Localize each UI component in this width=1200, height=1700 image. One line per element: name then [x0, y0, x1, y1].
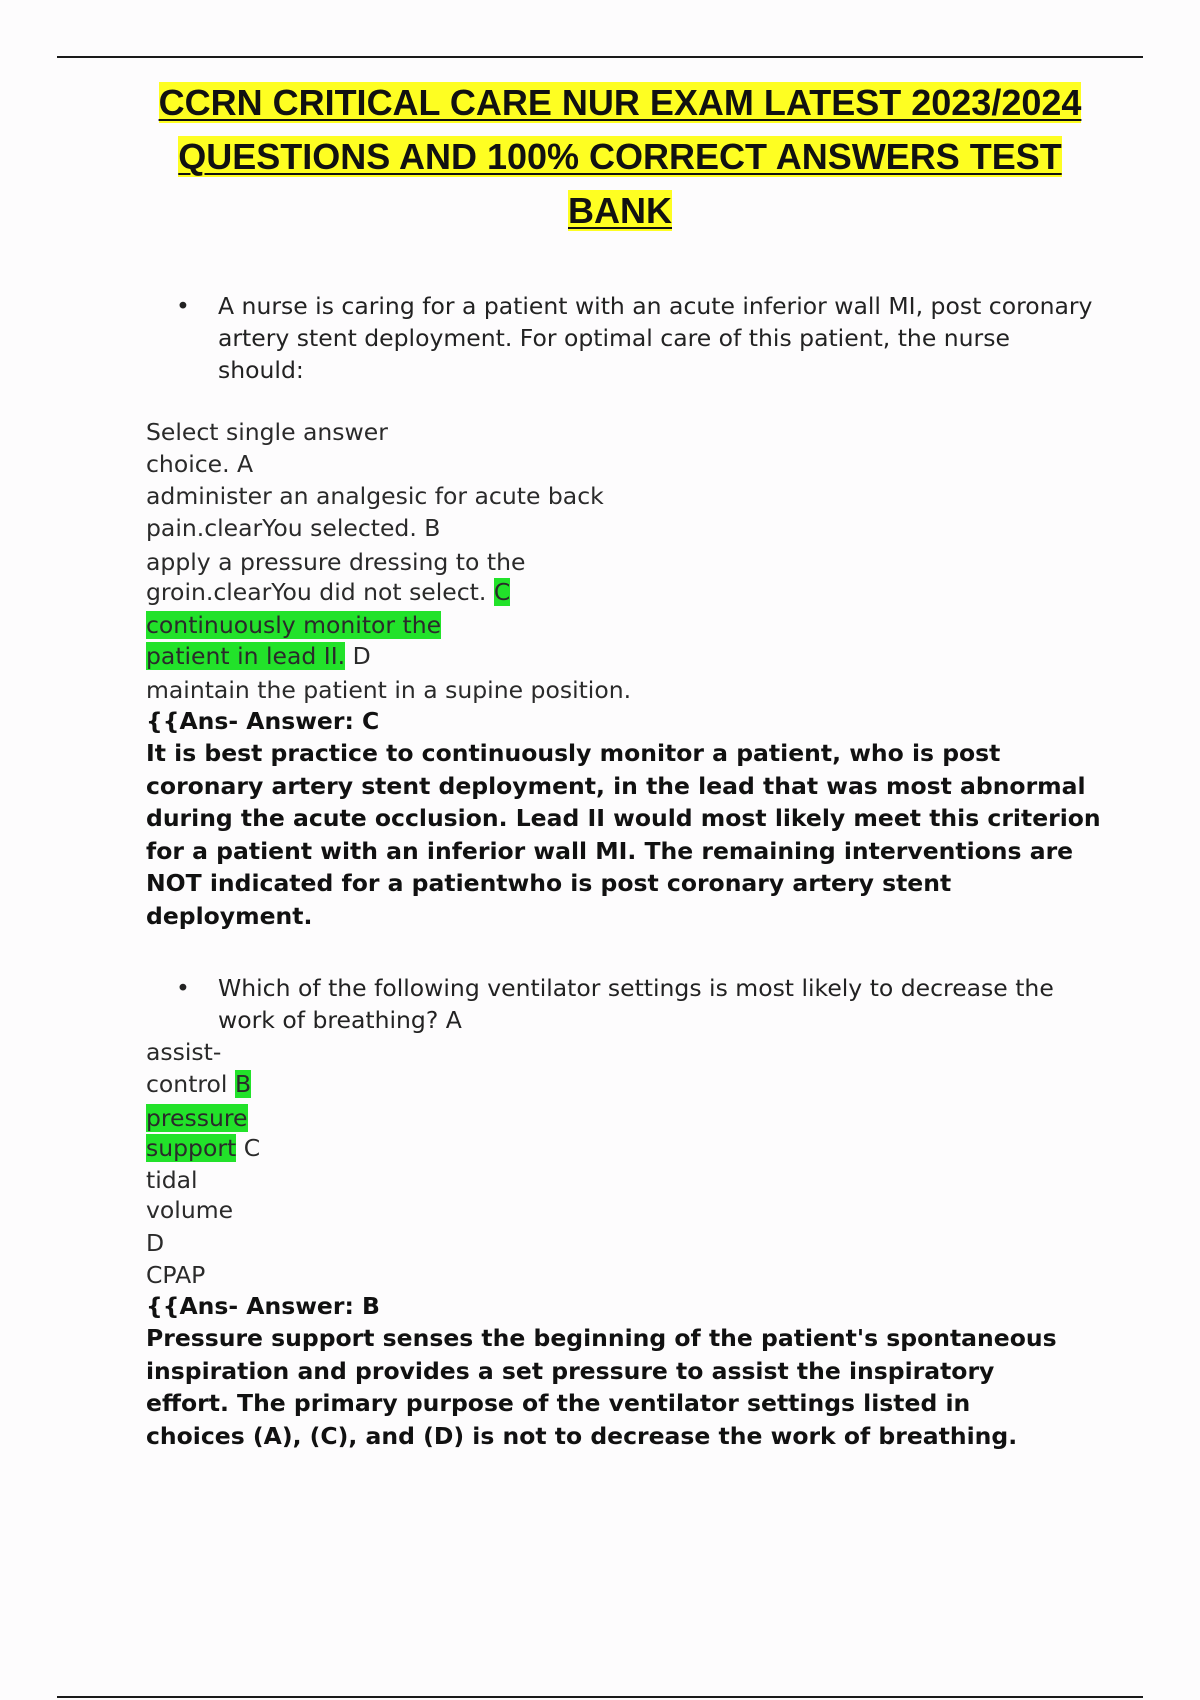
question-2: [176, 972, 1096, 1036]
q2-line: assist-: [146, 1038, 222, 1066]
q2-line: [146, 1103, 248, 1133]
q2-option-a-tail: control: [146, 1070, 235, 1098]
q2-correct-option-line1: pressure: [146, 1104, 248, 1132]
q1-correct-option-line2: patient in lead II.: [146, 642, 346, 670]
q1-option-b-tail: groin.clearYou did not select.: [146, 578, 494, 606]
q2-line: CPAP: [146, 1261, 206, 1289]
q1-line: apply a pressure dressing to the: [146, 548, 526, 576]
q1-answer-label: {{Ans- Answer: C: [146, 707, 380, 735]
q2-line: tidal: [146, 1166, 198, 1194]
q2-correct-option-line2: support: [146, 1134, 237, 1162]
q1-line: maintain the patient in a supine position.: [146, 676, 632, 704]
bottom-rule: [57, 1696, 1143, 1698]
q1-line: Select single answer: [146, 418, 388, 446]
q2-correct-letter: B: [234, 1070, 252, 1098]
q2-line: [146, 1069, 251, 1099]
q2-line: D: [146, 1229, 165, 1257]
q1-line: choice. A: [146, 450, 254, 478]
title-line-3: BANK: [568, 190, 672, 231]
q1-line: [146, 610, 441, 640]
question-1: [176, 290, 1096, 386]
q2-rationale: Pressure support senses the beginning of the patient's spontaneous inspiration and provides a set pressure to assist the inspiratory effort. The primary purpose of the ventilator settings listed in choices (A), (C), and (D) is not to decrease the work of breathing.: [146, 1324, 1057, 1450]
q1-correct-option-line1: continuously monitor the: [146, 611, 442, 639]
q1-line: [146, 577, 510, 607]
q2-answer-label: {{Ans- Answer: B: [146, 1292, 380, 1320]
q2-line: volume: [146, 1196, 234, 1224]
q1-rationale: It is best practice to continuously monitor a patient, who is post coronary artery stent deployment, in the lead that was most abnormal during the acute occlusion. Lead II would most likely meet this criterion for a patient with an inferior wall MI. The remaining interventions are NOT indicated for a patientwho is post coronary artery stent deployment.: [146, 739, 1101, 930]
q1-line: [146, 641, 371, 671]
bullet-icon: •: [176, 292, 190, 320]
question-1-text: A nurse is caring for a patient with an acute inferior wall MI, post coronary artery stent deployment. For optimal care of this patient, the nurse should:: [218, 292, 1093, 384]
q1-line: administer an analgesic for acute back: [146, 482, 604, 510]
document-title: [130, 76, 1110, 238]
q1-option-d-letter: D: [345, 642, 371, 670]
q2-option-c-letter: C: [236, 1134, 261, 1162]
title-line-2: QUESTIONS AND 100% CORRECT ANSWERS TEST: [178, 136, 1062, 177]
title-line-1: CCRN CRITICAL CARE NUR EXAM LATEST 2023/2024: [158, 82, 1082, 123]
q2-line: [146, 1133, 260, 1163]
bullet-icon: •: [176, 974, 190, 1002]
q1-line: pain.clearYou selected. B: [146, 514, 441, 542]
q1-correct-letter: C: [493, 578, 511, 606]
question-2-text: Which of the following ventilator settings is most likely to decrease the work of breathing? A: [218, 974, 1054, 1034]
top-rule: [57, 56, 1143, 58]
